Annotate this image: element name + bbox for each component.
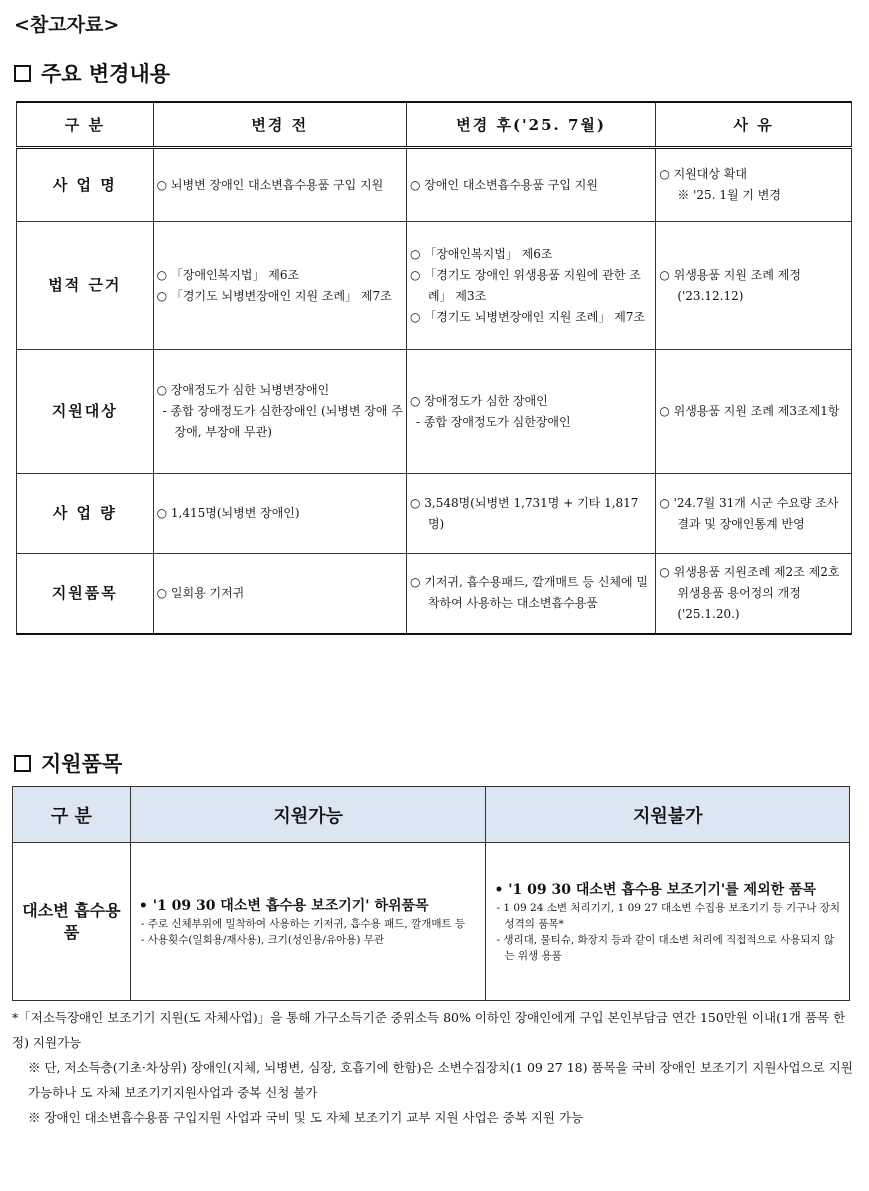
table-row bbox=[17, 148, 852, 222]
row-category: 사 업 량 bbox=[17, 474, 154, 554]
before-cell: ○ 1,415명(뇌병변 장애인) bbox=[153, 474, 406, 554]
footnotes bbox=[12, 1005, 858, 1130]
table-row bbox=[17, 474, 852, 554]
section-title-text: 지원품목 bbox=[41, 751, 123, 776]
table-header-row bbox=[13, 787, 850, 843]
table-row bbox=[17, 554, 852, 634]
table-row bbox=[17, 222, 852, 350]
table-header-row bbox=[17, 102, 852, 148]
header-possible: 지원가능 bbox=[130, 787, 486, 843]
section-title-support-items bbox=[14, 748, 122, 778]
header-after: 변경 후('25. 7월) bbox=[406, 102, 655, 148]
before-cell: ○ 장애정도가 심한 뇌병변장애인 - 종합 장애정도가 심한장애인 (뇌병변 장애 주장애, 부장애 무관) bbox=[153, 350, 406, 474]
possible-head: • '1 09 30 대소변 흡수용 보조기기' 하위품목 bbox=[138, 897, 429, 914]
header-before: 변경 전 bbox=[153, 102, 406, 148]
footnote-3: ※ 장애인 대소변흡수용품 구입지원 사업과 국비 및 도 자체 보조기기 교부 지원 사업은 중복 지원 가능 bbox=[28, 1110, 584, 1125]
square-bullet-icon bbox=[14, 755, 31, 772]
reason-cell: ○ '24.7월 31개 시군 수요량 조사결과 및 장애인통계 반영 bbox=[656, 474, 852, 554]
header-category: 구 분 bbox=[13, 787, 131, 843]
section-title-changes bbox=[14, 58, 170, 88]
before-cell: ○ 「장애인복지법」 제6조 ○ 「경기도 뇌병변장애인 지원 조례」 제7조 bbox=[153, 222, 406, 350]
reason-cell: ○ 지원대상 확대 ※ '25. 1월 기 변경 bbox=[656, 148, 852, 222]
header-category: 구 분 bbox=[17, 102, 154, 148]
header-impossible: 지원불가 bbox=[486, 787, 850, 843]
after-cell: ○ 장애정도가 심한 장애인 - 종합 장애정도가 심한장애인 bbox=[406, 350, 655, 474]
after-cell: ○ 「장애인복지법」 제6조 ○ 「경기도 장애인 위생용품 지원에 관한 조례」 제3조 ○ 「경기도 뇌병변장애인 지원 조례」 제7조 bbox=[406, 222, 655, 350]
row-category: 지원품목 bbox=[17, 554, 154, 634]
reference-title: <참고자료> bbox=[14, 14, 120, 36]
after-cell: ○ 장애인 대소변흡수용품 구입 지원 bbox=[406, 148, 655, 222]
reason-cell: ○ 위생용품 지원조례 제2조 제2호 위생용품 용어정의 개정('25.1.20.) bbox=[656, 554, 852, 634]
table-row bbox=[17, 350, 852, 474]
reason-cell: ○ 위생용품 지원 조례 제3조제1항 bbox=[656, 350, 852, 474]
header-reason: 사 유 bbox=[656, 102, 852, 148]
section-title-text: 주요 변경내용 bbox=[41, 61, 171, 86]
possible-cell: • '1 09 30 대소변 흡수용 보조기기' 하위품목 - 주로 신체부위에 밀착하여 사용하는 기저귀, 흡수용 패드, 깔개매트 등 - 사용횟수(일회용/재사용), 크기(성인용/유아용) 무관 bbox=[130, 843, 486, 1001]
before-cell: ○ 일회용 기저귀 bbox=[153, 554, 406, 634]
before-cell: ○ 뇌병변 장애인 대소변흡수용품 구입 지원 bbox=[153, 148, 406, 222]
row-category: 대소변 흡수용품 bbox=[13, 843, 131, 1001]
impossible-head: • '1 09 30 대소변 흡수용 보조기기'를 제외한 품목 bbox=[494, 881, 817, 898]
reason-cell: ○ 위생용품 지원 조례 제정('23.12.12) bbox=[656, 222, 852, 350]
row-category: 법적 근거 bbox=[17, 222, 154, 350]
after-cell: ○ 3,548명(뇌병변 1,731명 + 기타 1,817명) bbox=[406, 474, 655, 554]
footnote-1: *「저소득장애인 보조기기 지원(도 자체사업)」을 통해 가구소득기준 중위소득 80% 이하인 장애인에게 구입 본인부담금 연간 150만원 이내(1개 품목 한정) 지원가능 bbox=[12, 1010, 846, 1050]
footnote-2: ※ 단, 저소득층(기초·차상위) 장애인(지체, 뇌병변, 심장, 호흡기에 한함)은 소변수집장치(1 09 27 18) 품목을 국비 장애인 보조기기 지원사업으로 지원 가능하나 도 자체 보조기기지원사업과 중복 신청 불가 bbox=[28, 1060, 853, 1100]
row-category: 지원대상 bbox=[17, 350, 154, 474]
row-category: 사 업 명 bbox=[17, 148, 154, 222]
changes-table bbox=[16, 101, 852, 635]
table-row bbox=[13, 843, 850, 1001]
impossible-cell: • '1 09 30 대소변 흡수용 보조기기'를 제외한 품목 - 1 09 24 소변 처리기기, 1 09 27 대소변 수집용 보조기기 등 기구나 장치 성격의 품목* - 생리대, 물티슈, 화장지 등과 같이 대소변 처리에 직접적으로 사용되지 않는 위생 용품 bbox=[486, 843, 850, 1001]
support-items-table bbox=[12, 786, 850, 1001]
after-cell: ○ 기저귀, 흡수용패드, 깔개매트 등 신체에 밀착하여 사용하는 대소변흡수용품 bbox=[406, 554, 655, 634]
square-bullet-icon bbox=[14, 65, 31, 82]
